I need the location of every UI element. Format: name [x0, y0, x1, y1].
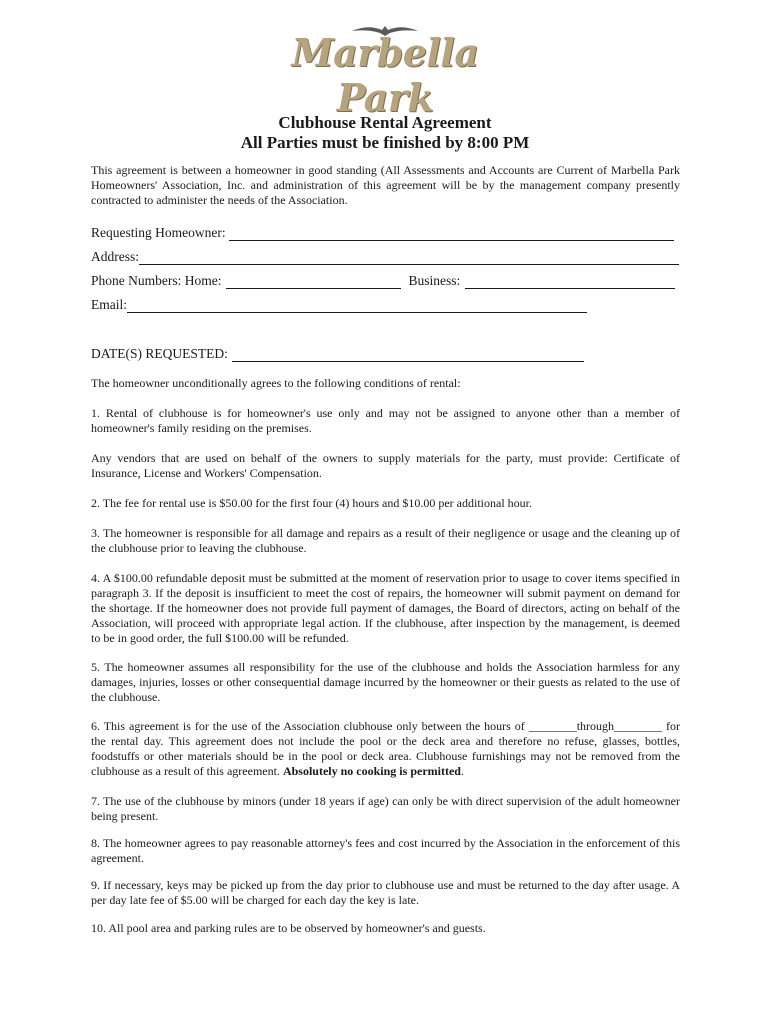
clause-6	[91, 719, 680, 779]
phone-home-label: Phone Numbers: Home:	[91, 273, 222, 288]
phone-business-label: Business:	[408, 273, 461, 288]
requesting-homeowner-label: Requesting Homeowner:	[91, 225, 226, 240]
clause-10: 10. All pool area and parking rules are to be observed by homeowner's and guests.	[91, 921, 486, 935]
vendors-clause: Any vendors that are used on behalf of the owners to supply materials for the party, must provide: Certificate of Insurance, License and Workers' Compensation.	[91, 451, 680, 480]
email-field	[91, 296, 587, 313]
phone-home-line[interactable]	[226, 274, 401, 289]
phone-business-line[interactable]	[465, 274, 675, 289]
address-line[interactable]	[139, 250, 679, 265]
clause-6-end: .	[460, 764, 464, 778]
phone-numbers-field	[91, 272, 675, 289]
dates-requested-line[interactable]	[232, 347, 584, 362]
clause-7: 7. The use of the clubhouse by minors (under 18 years if age) can only be with direct supervision of the adult homeowner being present.	[91, 794, 680, 823]
clause-2: 2. The fee for rental use is $50.00 for the first four (4) hours and $10.00 per additional hour.	[91, 496, 532, 510]
clause-3: 3. The homeowner is responsible for all damage and repairs as a result of their negligence or usage and the cleaning up of the clubhouse prior to leaving the clubhouse.	[91, 526, 680, 555]
document-subtitle: All Parties must be finished by 8:00 PM	[240, 133, 530, 152]
clause-8: 8. The homeowner agrees to pay reasonable attorney's fees and cost incurred by the Association in the enforcement of this agreement.	[91, 836, 680, 865]
dates-requested-label: DATE(S) REQUESTED:	[91, 346, 228, 361]
dates-requested-field	[91, 345, 584, 362]
clause-9: 9. If necessary, keys may be picked up from the day prior to clubhouse use and must be returned to the day after usage. A per day late fee of $5.00 will be charged for each day the key is late.	[91, 878, 680, 907]
clause-6-text: 6. This agreement is for the use of the Association clubhouse only between the hours of ________through________ for the rental day. This agreement does not include the pool or the deck area and therefore no refuse, glasses, bottles, foodstuffs or other materials should be in the pool or deck area. Clubhouse furnishings may not be removed from the clubhouse as a result of this agreement.	[91, 719, 680, 778]
logo-text: Marbella Park	[291, 30, 479, 120]
intro-paragraph: This agreement is between a homeowner in good standing (All Assessments and Accounts are Current of Marbella Park Homeowners' Association, Inc. and administration of this agreement will be by the management company presently contracted to administer the needs of the Association.	[91, 163, 680, 207]
no-cooking-notice: Absolutely no cooking is permitted	[282, 764, 461, 778]
clause-4: 4. A $100.00 refundable deposit must be submitted at the moment of reservation prior to usage to cover items specified in paragraph 3. If the deposit is insufficient to meet the cost of repairs, the homeowner will submit payment on demand for the shortage. If the homeowner does not provide full payment of damages, the Board of directors, acting on behalf of the Association, will proceed with appropriate legal action. If the clubhouse, after inspection by the management, is deemed to be in good order, the full $100.00 will be refunded.	[91, 571, 680, 645]
clause-5: 5. The homeowner assumes all responsibility for the use of the clubhouse and holds the Association harmless for any damages, injuries, losses or other consequential damage incurred by the homeowner or their guests as related to the use of the clubhouse.	[91, 660, 680, 704]
email-line[interactable]	[127, 298, 587, 313]
requesting-homeowner-line[interactable]	[229, 226, 674, 241]
document-title: Clubhouse Rental Agreement	[278, 113, 492, 132]
marbella-park-logo	[255, 22, 515, 120]
conditions-intro: The homeowner unconditionally agrees to the following conditions of rental:	[91, 376, 461, 390]
email-label: Email:	[91, 297, 127, 312]
address-field	[91, 248, 679, 265]
requesting-homeowner-field	[91, 224, 674, 241]
address-label: Address:	[91, 249, 139, 264]
clause-1: 1. Rental of clubhouse is for homeowner's use only and may not be assigned to anyone other than a member of homeowner's family residing on the premises.	[91, 406, 680, 435]
